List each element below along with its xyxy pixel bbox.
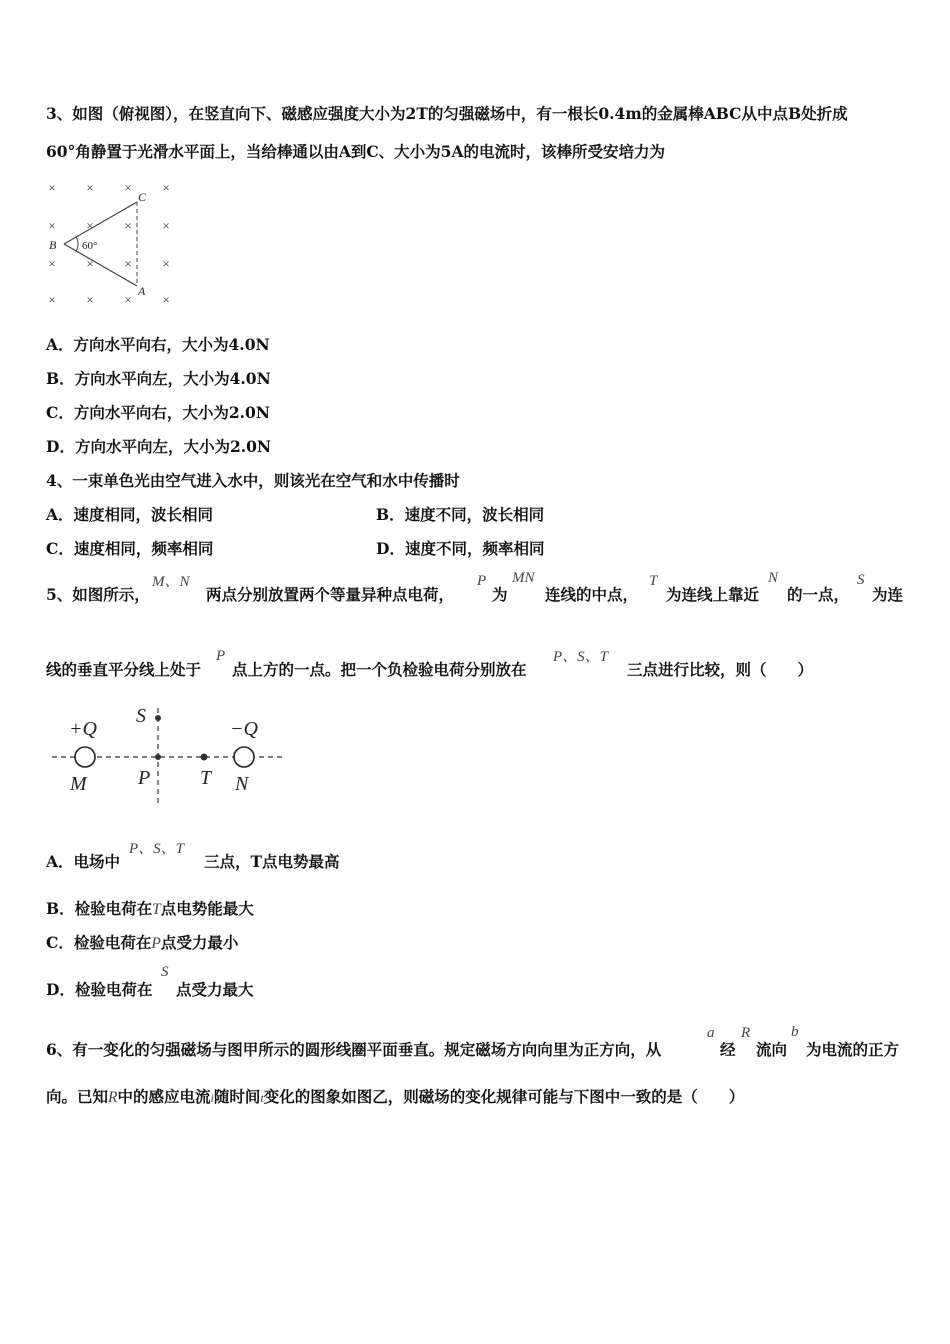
q6-line2	[46, 1085, 744, 1107]
field-cross: ×	[86, 256, 94, 271]
q5-option-c[interactable]	[46, 931, 238, 953]
q5-figure	[46, 700, 291, 808]
q4-option-d[interactable]: D．速度不同，频率相同	[376, 539, 545, 558]
q5-symbol-pst: P、S、T	[553, 649, 609, 665]
field-cross: ×	[162, 180, 170, 195]
label-minus-q: −Q	[230, 718, 258, 740]
q3-stem-line2: 60°角静置于光滑水平面上，当给棒通以由A到C、大小为5A的电流时，该棒所受安培力为	[46, 142, 665, 161]
stem-text: 随时间	[213, 1087, 261, 1106]
q5-stem-part: 为连	[872, 585, 904, 604]
field-cross: ×	[162, 218, 170, 233]
symbol-r: R	[108, 1089, 118, 1106]
label-p: P	[138, 767, 151, 789]
label-c: C	[138, 190, 147, 204]
q5-symbol-s: S	[857, 572, 865, 588]
q6-stem-part: 为电流的正方	[806, 1040, 900, 1059]
field-cross: ×	[48, 218, 56, 233]
field-cross: ×	[124, 218, 132, 233]
q5-symbol-mn: MN	[512, 570, 535, 586]
q5-stem-part: 为连线上靠近	[666, 585, 760, 604]
symbol-t: T	[152, 901, 161, 918]
field-cross: ×	[162, 292, 170, 306]
field-cross: ×	[124, 256, 132, 271]
q5-stem-part: 两点分别放置两个等量异种点电荷，	[206, 585, 455, 604]
field-cross: ×	[86, 218, 94, 233]
charge-m	[75, 747, 95, 767]
angle-arc	[76, 237, 78, 251]
q5-stem-part: 连线的中点，	[545, 585, 639, 604]
label-n: N	[235, 773, 249, 795]
field-cross: ×	[48, 292, 56, 306]
point-p	[155, 754, 161, 760]
field-cross: ×	[124, 292, 132, 306]
symbol-t: t	[260, 1091, 264, 1105]
label-a: A	[138, 284, 146, 298]
label-plus-q: +Q	[69, 718, 97, 740]
q6-symbol-a: a	[707, 1025, 715, 1041]
q4-option-c[interactable]: C．速度相同，频率相同	[46, 539, 214, 558]
symbol-i: i	[210, 1091, 214, 1105]
option-text: D．检验电荷在	[46, 980, 153, 999]
option-text: 点电势能最大	[160, 899, 254, 918]
q5-option-b[interactable]	[46, 897, 254, 919]
q6-symbol-r: R	[741, 1025, 751, 1041]
option-text: C．检验电荷在	[46, 933, 152, 952]
option-text: 点受力最小	[160, 933, 239, 952]
q5-option-a-symbols: P、S、T	[129, 841, 185, 857]
q3-option-d[interactable]: D．方向水平向左，大小为2.0N	[46, 437, 272, 456]
q6-stem-part: 流向	[756, 1040, 788, 1059]
field-cross: ×	[48, 256, 56, 271]
q5-option-a[interactable]	[46, 850, 120, 872]
q5-option-d-symbol: S	[161, 964, 169, 980]
charge-n	[234, 747, 254, 767]
field-cross: ×	[86, 292, 94, 306]
q3-option-b[interactable]: B．方向水平向左，大小为4.0N	[46, 369, 271, 388]
q5-option-d[interactable]	[46, 978, 152, 1000]
q5-option-a-tail: 三点，T点电势最高	[204, 852, 340, 871]
q5-option-d-tail: 点受力最大	[176, 980, 254, 999]
field-cross: ×	[48, 180, 56, 195]
q5-symbol-t: T	[649, 573, 658, 589]
option-text: A．电场中	[46, 852, 121, 871]
q5-stem-part: 5、如图所示，	[46, 585, 150, 604]
q5-stem-part: 点上方的一点。把一个负检验电荷分别放在	[232, 660, 527, 679]
label-s: S	[136, 705, 146, 727]
q4-option-a[interactable]: A．速度相同，波长相同	[46, 505, 214, 524]
q5-stem-part: 三点进行比较，则（ ）	[627, 660, 814, 679]
q3-figure	[40, 178, 190, 306]
label-m: M	[70, 773, 87, 795]
q5-stem-part: 线的垂直平分线上处于	[46, 660, 202, 679]
stem-text: 中的感应电流	[117, 1087, 211, 1106]
q5-stem-part: 为	[492, 585, 508, 604]
q3-option-a[interactable]: A．方向水平向右，大小为4.0N	[46, 335, 270, 354]
field-cross: ×	[162, 256, 170, 271]
q3-stem-line1: 3、如图（俯视图），在竖直向下、磁感应强度大小为2T的匀强磁场中，有一根长0.4m的金属棒ABC从中点B处折成	[46, 104, 848, 123]
symbol-p: P	[151, 935, 161, 952]
stem-text: 向。已知	[46, 1087, 109, 1106]
q5-symbol-m-n: M、N	[152, 574, 190, 590]
stem-text: 变化的图象如图乙，则磁场的变化规律可能与下图中一致的是（ ）	[263, 1087, 745, 1106]
q6-stem-part: 经	[720, 1040, 736, 1059]
q5-symbol-n: N	[768, 570, 779, 586]
q6-stem-part: 6、有一变化的匀强磁场与图甲所示的圆形线圈平面垂直。规定磁场方向向里为正方向，从	[46, 1040, 662, 1059]
q6-symbol-b: b	[791, 1024, 799, 1040]
q4-option-b[interactable]: B．速度不同，波长相同	[376, 505, 545, 524]
q3-option-c[interactable]: C．方向水平向右，大小为2.0N	[46, 403, 270, 422]
option-text: B．检验电荷在	[46, 899, 153, 918]
q5-symbol-p: P	[477, 573, 487, 589]
angle-label: 60°	[82, 240, 98, 252]
label-b: B	[49, 238, 57, 252]
q4-stem: 4、一束单色光由空气进入水中，则该光在空气和水中传播时	[46, 471, 460, 490]
point-s	[155, 715, 161, 721]
q5-stem-part: 的一点，	[787, 585, 850, 604]
field-cross: ×	[124, 180, 132, 195]
q5-symbol-p: P	[216, 648, 226, 664]
point-t	[201, 754, 208, 761]
field-cross: ×	[86, 180, 94, 195]
label-t: T	[200, 767, 212, 789]
